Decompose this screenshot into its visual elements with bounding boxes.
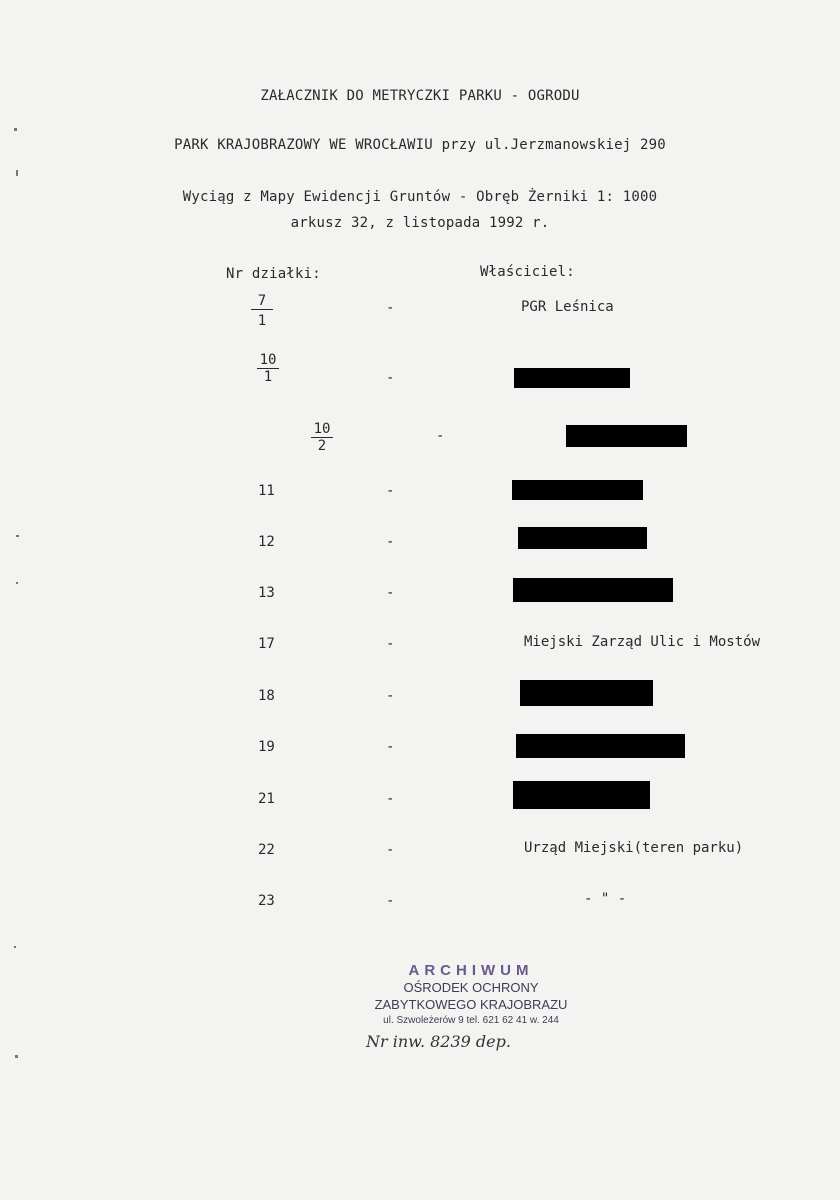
scan-mark xyxy=(16,535,19,537)
plot-number-fraction xyxy=(310,422,334,453)
row-dash: - xyxy=(386,483,395,499)
plot-number-bottom: 1 xyxy=(257,313,267,329)
scan-mark xyxy=(15,1055,18,1058)
row-dash: - xyxy=(436,428,445,444)
column-header-plot: Nr działki: xyxy=(226,266,321,282)
redaction-bar xyxy=(516,734,685,758)
plot-number-fraction xyxy=(250,294,274,328)
redaction-bar xyxy=(512,480,643,500)
plot-number: 11 xyxy=(258,483,275,499)
scan-mark xyxy=(14,128,17,131)
row-dash: - xyxy=(386,370,395,386)
park-name: PARK KRAJOBRAZOWY WE WROCŁAWIU przy ul.Jerzmanowskiej 290 xyxy=(174,137,666,153)
redaction-bar xyxy=(513,781,650,809)
plot-number: 12 xyxy=(258,534,275,550)
plot-number: 19 xyxy=(258,739,275,755)
owner-name: Miejski Zarząd Ulic i Mostów xyxy=(524,634,761,650)
archive-stamp xyxy=(366,962,576,1051)
stamp-address: ul. Szwoleżerów 9 tel. 621 62 41 w. 244 xyxy=(383,1015,559,1026)
row-dash: - xyxy=(386,300,395,316)
plot-number-bottom: 2 xyxy=(317,438,327,454)
plot-number-top: 10 xyxy=(259,352,277,368)
redaction-bar xyxy=(520,680,653,706)
row-dash: - xyxy=(386,791,395,807)
row-dash: - xyxy=(386,688,395,704)
handwritten-inventory-number: Nr inw. 8239 dep. xyxy=(366,1032,511,1051)
plot-number: 17 xyxy=(258,636,275,652)
plot-number-top: 10 xyxy=(313,421,331,437)
row-dash: - xyxy=(386,636,395,652)
plot-number-top: 7 xyxy=(257,293,267,309)
owner-ditto: - " - xyxy=(584,891,627,907)
plot-number-fraction xyxy=(256,353,280,384)
document-title: ZAŁACZNIK DO METRYCZKI PARKU - OGRODU xyxy=(260,88,580,104)
plot-number-bottom: 1 xyxy=(263,369,273,385)
row-dash: - xyxy=(386,534,395,550)
redaction-bar xyxy=(518,527,647,549)
plot-number: 23 xyxy=(258,893,275,909)
scan-mark xyxy=(14,946,16,948)
plot-number: 22 xyxy=(258,842,275,858)
plot-number: 13 xyxy=(258,585,275,601)
owner-name: PGR Leśnica xyxy=(521,299,614,315)
scan-mark xyxy=(16,582,18,584)
row-dash: - xyxy=(386,585,395,601)
plot-number: 21 xyxy=(258,791,275,807)
stamp-archive-label: ARCHIWUM xyxy=(408,962,534,979)
scan-mark xyxy=(16,170,18,176)
extract-line-2: arkusz 32, z listopada 1992 r. xyxy=(290,215,550,231)
plot-number: 18 xyxy=(258,688,275,704)
redaction-bar xyxy=(566,425,687,447)
stamp-institution-2: ZABYTKOWEGO KRAJOBRAZU xyxy=(374,997,568,1012)
redaction-bar xyxy=(513,578,673,602)
owner-name: Urząd Miejski(teren parku) xyxy=(524,840,744,856)
row-dash: - xyxy=(386,842,395,858)
row-dash: - xyxy=(386,893,395,909)
redaction-bar xyxy=(514,368,630,388)
stamp-institution: OŚRODEK OCHRONY xyxy=(403,980,539,995)
column-header-owner: Właściciel: xyxy=(480,264,575,280)
fraction-bar xyxy=(251,309,273,310)
row-dash: - xyxy=(386,739,395,755)
extract-line-1: Wyciąg z Mapy Ewidencji Gruntów - Obręb Żerniki 1: 1000 xyxy=(182,189,658,205)
